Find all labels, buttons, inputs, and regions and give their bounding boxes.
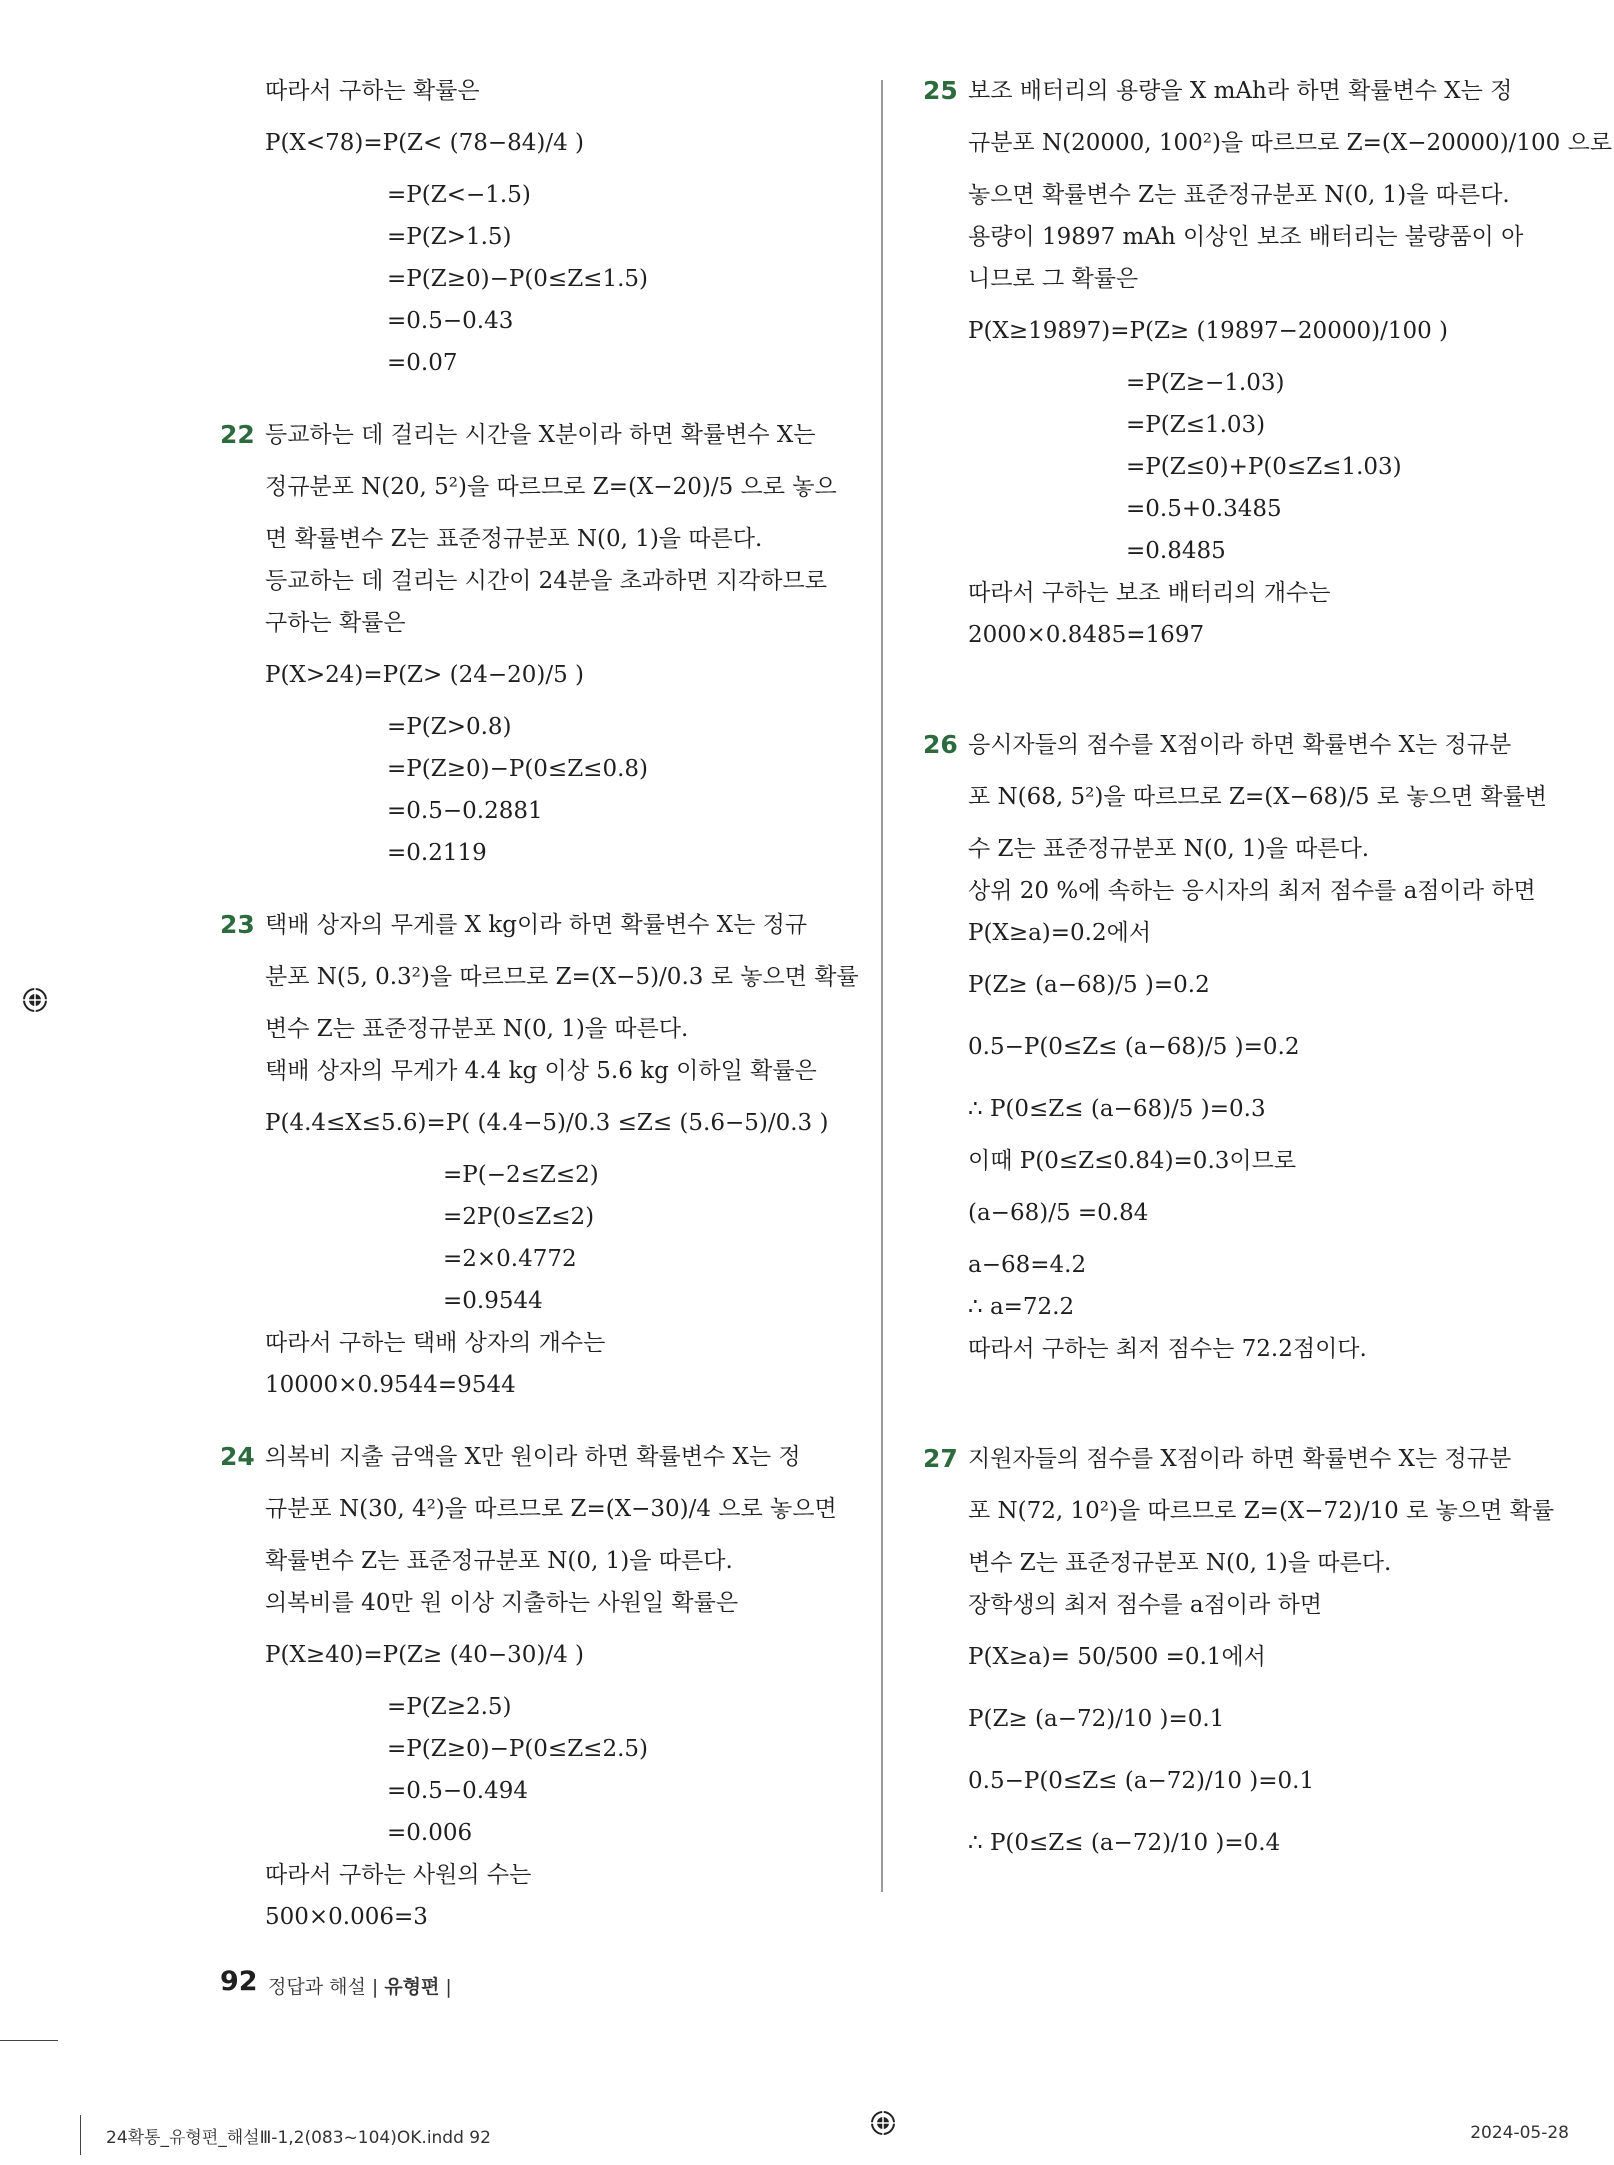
footer-section: 정답과 해설	[268, 1976, 366, 1998]
text-line	[923, 70, 1548, 112]
text-line: 용량이 19897 mAh 이상인 보조 배터리는 불량품이 아	[968, 224, 1524, 250]
text-line	[923, 724, 1548, 766]
equation-line: =0.5−0.494	[387, 1778, 528, 1804]
text-line: 따라서 구하는 보조 배터리의 개수는	[968, 580, 1331, 606]
text-line: 규분포 N(20000, 100²)을 따르므로 Z=(X−20000)/100 으로	[968, 130, 1613, 156]
text-line: 택배 상자의 무게가 4.4 kg 이상 5.6 kg 이하일 확률은	[265, 1058, 817, 1084]
text-line: 등교하는 데 걸리는 시간이 24분을 초과하면 지각하므로	[265, 568, 827, 594]
equation-line: =0.5−0.2881	[387, 798, 543, 824]
text-line: 분포 N(5, 0.3²)을 따르므로 Z=(X−5)/0.3 로 놓으면 확률	[265, 964, 859, 990]
text-line: 규분포 N(30, 4²)을 따르므로 Z=(X−30)/4 으로 놓으면	[265, 1496, 837, 1522]
equation-line: =P(Z≤1.03)	[1126, 412, 1266, 438]
equation-line: =0.07	[387, 350, 458, 376]
text: 보조 배터리의 용량을 X mAh라 하면 확률변수 X는 정	[968, 78, 1513, 104]
equation-line: =P(Z≥−1.03)	[1126, 370, 1285, 396]
text-line: 확률변수 Z는 표준정규분포 N(0, 1)을 따른다.	[265, 1548, 733, 1574]
solution-26	[923, 724, 1548, 1370]
equation-line: =P(Z≥0)−P(0≤Z≤0.8)	[387, 756, 649, 782]
text-line: 변수 Z는 표준정규분포 N(0, 1)을 따른다.	[968, 1550, 1392, 1576]
equation-line: P(X>24)=P(Z> (24−20)/5 )	[265, 662, 585, 688]
text-line	[220, 904, 845, 946]
equation-line: a−68=4.2	[968, 1252, 1087, 1278]
equation-line: ∴ P(0≤Z≤ (a−72)/10 )=0.4	[968, 1830, 1281, 1856]
equation-line: ∴ a=72.2	[968, 1294, 1075, 1320]
equation-line: =P(Z<−1.5)	[387, 182, 531, 208]
equation-line: P(X≥40)=P(Z≥ (40−30)/4 )	[265, 1642, 585, 1668]
equation-line: =0.5−0.43	[387, 308, 514, 334]
equation-line: =P(Z≤0)+P(0≤Z≤1.03)	[1126, 454, 1402, 480]
equation-line: =0.006	[387, 1820, 473, 1846]
text: 등교하는 데 걸리는 시간을 X분이라 하면 확률변수 X는	[265, 422, 816, 448]
text: 응시자들의 점수를 X점이라 하면 확률변수 X는 정규분	[968, 732, 1512, 758]
footer-separator: |	[371, 1976, 379, 1998]
column-divider	[881, 80, 883, 1892]
text-line: P(X≥a)=0.2에서	[968, 920, 1152, 946]
equation-line: P(X<78)=P(Z< (78−84)/4 )	[265, 130, 585, 156]
text-line: 장학생의 최저 점수를 a점이라 하면	[968, 1592, 1323, 1618]
equation-line: =2×0.4772	[443, 1246, 577, 1272]
print-filename: 24확통_유형편_해설Ⅲ-1,2(083~104)OK.indd 92	[106, 2128, 491, 2148]
crop-mark	[80, 2115, 81, 2155]
equation-line: =P(Z>1.5)	[387, 224, 512, 250]
problem-number: 22	[220, 420, 255, 449]
text-line: 수 Z는 표준정규분포 N(0, 1)을 따른다.	[968, 836, 1370, 862]
text-line: 따라서 구하는 사원의 수는	[265, 1862, 532, 1888]
solution-21-continued	[265, 70, 845, 384]
text-line	[923, 1438, 1548, 1480]
text-line: 따라서 구하는 최저 점수는 72.2점이다.	[968, 1336, 1367, 1362]
left-column	[220, 70, 859, 1938]
solution-22	[220, 414, 845, 874]
text-line: 의복비를 40만 원 이상 지출하는 사원일 확률은	[265, 1590, 739, 1616]
equation-line: =0.2119	[387, 840, 487, 866]
footer-separator: |	[445, 1976, 452, 1998]
equation-line: (a−68)/5 =0.84	[968, 1200, 1149, 1226]
text-line: 2000×0.8485=1697	[968, 622, 1205, 648]
equation-line: 0.5−P(0≤Z≤ (a−68)/5 )=0.2	[968, 1034, 1300, 1060]
print-date: 2024-05-28	[1470, 2123, 1569, 2143]
solution-27	[923, 1438, 1555, 1874]
text-line: 상위 20 %에 속하는 응시자의 최저 점수를 a점이라 하면	[968, 878, 1536, 904]
running-footer	[268, 1972, 452, 1999]
problem-number: 27	[923, 1444, 958, 1473]
text-line: 따라서 구하는 확률은	[265, 78, 480, 104]
right-column	[923, 70, 1613, 1874]
text-line: 포 N(72, 10²)을 따르므로 Z=(X−72)/10 로 놓으면 확률	[968, 1498, 1555, 1524]
text-line: 500×0.006=3	[265, 1904, 428, 1930]
text-line: 구하는 확률은	[265, 610, 406, 636]
equation-line: P(Z≥ (a−72)/10 )=0.1	[968, 1706, 1225, 1732]
equation-line: P(X≥a)= 50/500 =0.1에서	[968, 1644, 1266, 1670]
equation-line: P(Z≥ (a−68)/5 )=0.2	[968, 972, 1210, 998]
equation-line: =P(Z≥0)−P(0≤Z≤2.5)	[387, 1736, 649, 1762]
registration-mark-icon	[22, 987, 48, 1013]
footer-part: 유형편	[384, 1976, 440, 1998]
equation-line: 0.5−P(0≤Z≤ (a−72)/10 )=0.1	[968, 1768, 1315, 1794]
problem-number: 24	[220, 1442, 255, 1471]
equation-line: P(4.4≤X≤5.6)=P( (4.4−5)/0.3 ≤Z≤ (5.6−5)/0.3 )	[265, 1110, 829, 1136]
text-line: 따라서 구하는 택배 상자의 개수는	[265, 1330, 606, 1356]
equation-line: =P(−2≤Z≤2)	[443, 1162, 599, 1188]
equation-line: =P(Z≥2.5)	[387, 1694, 512, 1720]
equation-line: ∴ P(0≤Z≤ (a−68)/5 )=0.3	[968, 1096, 1266, 1122]
equation-line: =P(Z≥0)−P(0≤Z≤1.5)	[387, 266, 649, 292]
equation-line: =0.8485	[1126, 538, 1226, 564]
equation-line: =P(Z>0.8)	[387, 714, 512, 740]
text-line: 10000×0.9544=9544	[265, 1372, 516, 1398]
text: 택배 상자의 무게를 X kg이라 하면 확률변수 X는 정규	[265, 912, 808, 938]
crop-mark	[0, 2040, 58, 2041]
problem-number: 26	[923, 730, 958, 759]
solution-24	[220, 1436, 845, 1938]
text-line: 니므로 그 확률은	[968, 266, 1139, 292]
problem-number: 23	[220, 910, 255, 939]
solution-23	[220, 904, 859, 1406]
text-line: 포 N(68, 5²)을 따르므로 Z=(X−68)/5 로 놓으면 확률변	[968, 784, 1548, 810]
solution-25	[923, 70, 1613, 656]
equation-line: =2P(0≤Z≤2)	[443, 1204, 595, 1230]
equation-line: P(X≥19897)=P(Z≥ (19897−20000)/100 )	[968, 318, 1449, 344]
problem-number: 25	[923, 76, 958, 105]
text-line: 면 확률변수 Z는 표준정규분포 N(0, 1)을 따른다.	[265, 526, 763, 552]
text-line	[220, 414, 845, 456]
text-line: 변수 Z는 표준정규분포 N(0, 1)을 따른다.	[265, 1016, 689, 1042]
text: 지원자들의 점수를 X점이라 하면 확률변수 X는 정규분	[968, 1446, 1512, 1472]
page-number: 92	[220, 1966, 258, 1997]
text-line	[220, 1436, 845, 1478]
text-line: 정규분포 N(20, 5²)을 따르므로 Z=(X−20)/5 으로 놓으	[265, 474, 837, 500]
text-line: 놓으면 확률변수 Z는 표준정규분포 N(0, 1)을 따른다.	[968, 182, 1510, 208]
equation-line: =0.9544	[443, 1288, 543, 1314]
text-line: 이때 P(0≤Z≤0.84)=0.3이므로	[968, 1148, 1297, 1174]
text: 의복비 지출 금액을 X만 원이라 하면 확률변수 X는 정	[265, 1444, 801, 1470]
registration-mark-icon	[870, 2110, 896, 2136]
equation-line: =0.5+0.3485	[1126, 496, 1282, 522]
